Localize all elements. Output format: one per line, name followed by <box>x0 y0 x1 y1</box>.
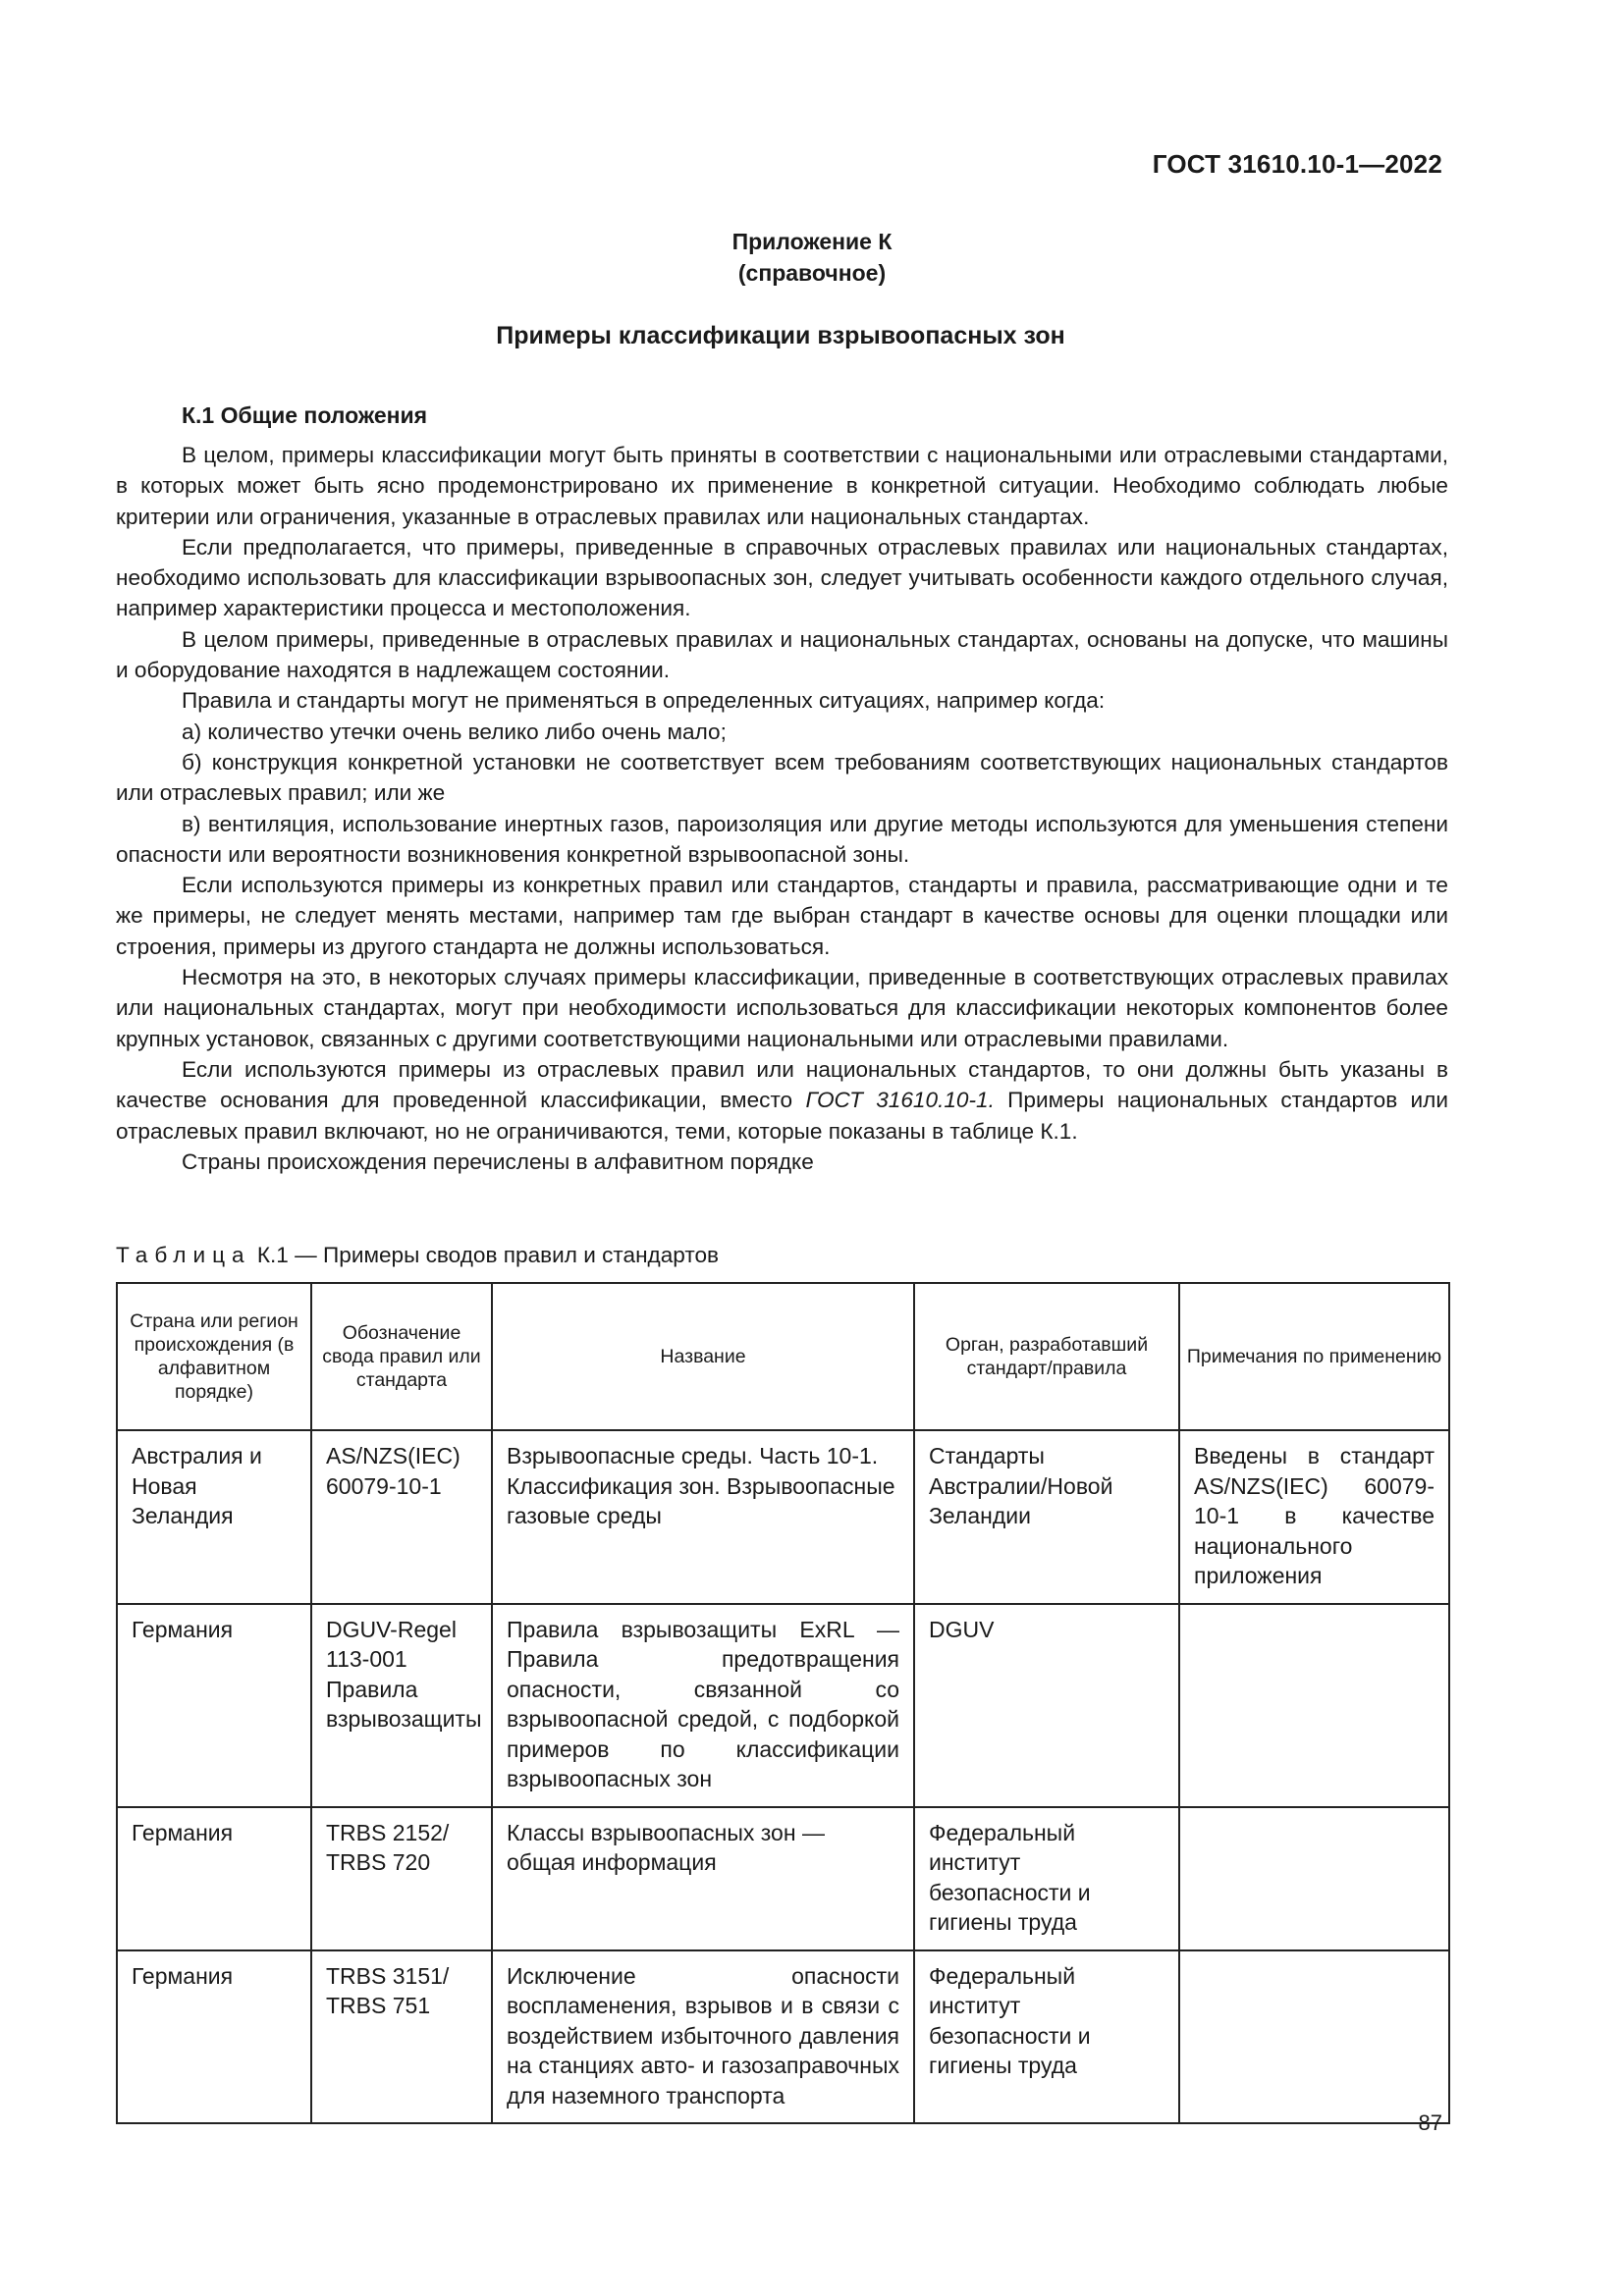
paragraph: Если предполагается, что примеры, приведенные в справочных отраслевых правилах или национальных стандартах, необходимо использовать для классификации взрывоопасных зон, следует учитывать особенности каждого отдельного случая, например характеристики процесса и местоположения. <box>116 534 1448 621</box>
table-header-row <box>117 1283 1449 1430</box>
cell-notes: Введены в стандарт AS/NZS(IEC) 60079-10-1 в качестве национального приложения <box>1179 1430 1449 1604</box>
paragraph-text: Примеры национальных стандартов или отраслевых правил включают, но не ограничиваются, теми, которые показаны в таблице К.1. <box>116 1088 1448 1144</box>
list-item: б) конструкция конкретной установки не соответствует всем требованиям соответствующих национальных стандартов или отраслевых правил; или же <box>116 749 1448 806</box>
paragraph: Правила и стандарты могут не применяться в определенных ситуациях, например когда: <box>182 688 1106 714</box>
appendix-title: Приложение К <box>731 229 893 254</box>
table-caption-text: К.1 — Примеры сводов правил и стандартов <box>250 1243 720 1267</box>
table-row <box>117 1950 1449 2124</box>
table-row <box>117 1807 1449 1950</box>
cell-body: Федеральный институт безопасности и гигиены труда <box>914 1950 1179 2124</box>
table-row <box>117 1430 1449 1604</box>
standards-table <box>116 1282 1450 2124</box>
cell-body: Федеральный институт безопасности и гигиены труда <box>914 1807 1179 1950</box>
cell-country: Германия <box>117 1950 311 2124</box>
appendix-header <box>0 226 1624 289</box>
table-caption <box>116 1243 719 1268</box>
table-row <box>117 1604 1449 1807</box>
paragraph: Страны происхождения перечислены в алфавитном порядке <box>182 1148 814 1174</box>
paragraph: В целом, примеры классификации могут быть приняты в соответствии с национальными или отраслевыми стандартами, в которых может быть ясно продемонстрировано их применение в конкретной ситуации. Необходимо соблюдать любые критерии или ограничения, указанные в отраслевых правилах или национальных стандартах. <box>116 443 1448 529</box>
paragraph <box>116 1054 1448 1147</box>
cell-code: TRBS 3151/ TRBS 751 <box>311 1950 492 2124</box>
cell-code: TRBS 2152/ TRBS 720 <box>311 1807 492 1950</box>
appendix-heading: Примеры классификации взрывоопасных зон <box>496 322 1065 349</box>
column-header-body: Орган, разработавший стандарт/правила <box>914 1283 1179 1430</box>
cell-notes <box>1179 1950 1449 2124</box>
cell-name: Исключение опасности воспламенения, взрывов и в связи с воздействием избыточного давления на станциях авто- и газозаправочных для наземного транспорта <box>492 1950 914 2124</box>
cell-notes <box>1179 1604 1449 1807</box>
appendix-subtitle: (справочное) <box>737 260 887 286</box>
document-code: ГОСТ 31610.10-1—2022 <box>1152 149 1442 179</box>
cell-country: Австралия и Новая Зеландия <box>117 1430 311 1604</box>
cell-code: DGUV-Regel 113-001 Правила взрывозащиты <box>311 1604 492 1807</box>
list-item: в) вентиляция, использование инертных газов, пароизоляция или другие методы используются для уменьшения степени опасности или вероятности возникновения конкретной взрывоопасной зоны. <box>116 811 1448 867</box>
column-header-name: Название <box>492 1283 914 1430</box>
cell-body: Стандарты Австралии/Новой Зеландии <box>914 1430 1179 1604</box>
list-item: а) количество утечки очень велико либо очень мало; <box>182 719 727 744</box>
cell-name: Правила взрывозащиты ExRL — Правила предотвращения опасности, связанной со взрывоопасной средой, с подборкой примеров по классификации взрывоопасных зон <box>492 1604 914 1807</box>
column-header-notes: Примечания по применению <box>1179 1283 1449 1430</box>
cell-country: Германия <box>117 1807 311 1950</box>
cell-body: DGUV <box>914 1604 1179 1807</box>
paragraph: Если используются примеры из конкретных правил или стандартов, стандарты и правила, рассматривающие одни и те же примеры, не следует менять местами, например там где выбран стандарт в качестве основы для оценки площадки или строения, примеры из другого стандарта не должны использоваться. <box>116 873 1448 959</box>
cell-name: Взрывоопасные среды. Часть 10-1. Классификация зон. Взрывоопасные газовые среды <box>492 1430 914 1604</box>
section-heading: К.1 Общие положения <box>182 402 428 428</box>
cell-notes <box>1179 1807 1449 1950</box>
column-header-code: Обозначение свода правил или стандарта <box>311 1283 492 1430</box>
cell-name: Классы взрывоопасных зон — общая информация <box>492 1807 914 1950</box>
page-number: 87 <box>1418 2110 1442 2135</box>
column-header-country: Страна или регион происхождения (в алфавитном порядке) <box>117 1283 311 1430</box>
standard-reference: ГОСТ 31610.10-1. <box>805 1088 995 1113</box>
cell-country: Германия <box>117 1604 311 1807</box>
paragraph: В целом примеры, приведенные в отраслевых правилах и национальных стандартах, основаны на допуске, что машины и оборудование находятся в надлежащем состоянии. <box>116 626 1448 683</box>
cell-code: AS/NZS(IEC) 60079-10-1 <box>311 1430 492 1604</box>
paragraph: Несмотря на это, в некоторых случаях примеры классификации, приведенные в соответствующих отраслевых правилах или национальных стандартах, могут при необходимости использоваться для классификации некоторых компонентов более крупных установок, связанных с другими соответствующими национальными или отраслевыми правилами. <box>116 965 1448 1051</box>
paragraph-text: Если используются примеры из отраслевых правил или национальных стандартов, то они должны быть указаны в качестве основания для проведенной классификации, вместо <box>116 1056 1448 1113</box>
body-text <box>116 440 1448 1177</box>
table-caption-label: Таблица <box>116 1243 251 1267</box>
